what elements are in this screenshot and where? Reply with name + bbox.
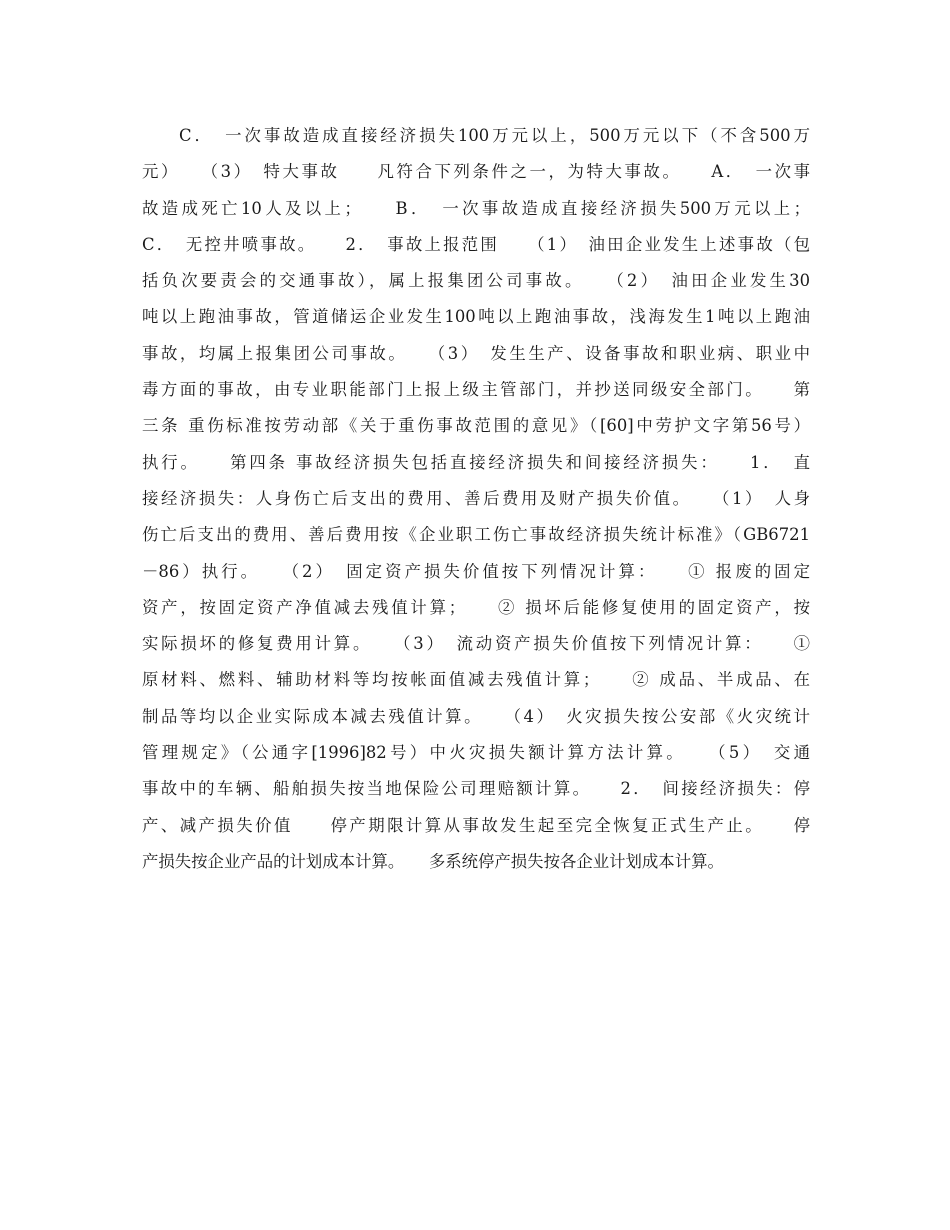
text-line-6: 吨以上跑油事故，管道储运企业发生100吨以上跑油事故，浅海发生1吨以上跑油 bbox=[142, 307, 810, 327]
text-line-12: 伤亡后支出的费用、善后费用按《企业职工伤亡事故经济损失统计标准》（GB6721 bbox=[142, 525, 810, 545]
text-line-10: 执行。 第四条 事故经济损失包括直接经济损失和间接经济损失： 1． 直 bbox=[142, 452, 810, 472]
text-line-20: 产、减产损失价值 停产期限计算从事故发生起至完全恢复正式生产止。 停 bbox=[142, 815, 810, 835]
text-line-9: 三条 重伤标准按劳动部《关于重伤事故范围的意见》（[60]中劳护文字第56号） bbox=[142, 416, 810, 436]
text-line-17: 制品等均以企业实际成本减去残值计算。 （4） 火灾损失按公安部《火灾统计 bbox=[142, 706, 810, 726]
text-line-3: 故造成死亡10人及以上； B． 一次事故造成直接经济损失500万元以上； bbox=[142, 198, 810, 218]
text-line-13: －86）执行。 （2） 固定资产损失价值按下列情况计算： ① 报废的固定 bbox=[142, 561, 810, 581]
text-line-4: C． 无控井喷事故。 2． 事故上报范围 （1） 油田企业发生上述事故（包 bbox=[142, 234, 810, 254]
text-line-1: C． 一次事故造成直接经济损失100万元以上，500万元以下（不含500万 bbox=[179, 126, 810, 145]
text-line-7: 事故，均属上报集团公司事故。 （3） 发生生产、设备事故和职业病、职业中 bbox=[142, 343, 810, 363]
text-line-19: 事故中的车辆、船舶损失按当地保险公司理赔额计算。 2． 间接经济损失：停 bbox=[142, 779, 810, 799]
text-line-21: 产损失按企业产品的计划成本计算。 多系统停产损失按各企业计划成本计算。 bbox=[142, 851, 724, 871]
body-text bbox=[142, 118, 810, 880]
text-line-5: 括负次要责会的交通事故），属上报集团公司事故。 （2） 油田企业发生30 bbox=[142, 271, 810, 291]
text-line-8: 毒方面的事故，由专业职能部门上报上级主管部门，并抄送同级安全部门。 第 bbox=[142, 380, 810, 400]
text-line-16: 原材料、燃料、辅助材料等均按帐面值减去残值计算； ② 成品、半成品、在 bbox=[142, 670, 810, 690]
text-line-11: 接经济损失：人身伤亡后支出的费用、善后费用及财产损失价值。 （1） 人身 bbox=[142, 488, 810, 508]
text-line-2: 元） （3） 特大事故 凡符合下列条件之一，为特大事故。 A． 一次事 bbox=[142, 162, 810, 182]
text-line-15: 实际损坏的修复费用计算。 （3） 流动资产损失价值按下列情况计算： ① bbox=[142, 634, 810, 654]
text-line-18: 管理规定》（公通字[1996]82号）中火灾损失额计算方法计算。 （5） 交通 bbox=[142, 743, 810, 763]
text-line-14: 资产，按固定资产净值减去残值计算； ② 损坏后能修复使用的固定资产，按 bbox=[142, 597, 810, 617]
